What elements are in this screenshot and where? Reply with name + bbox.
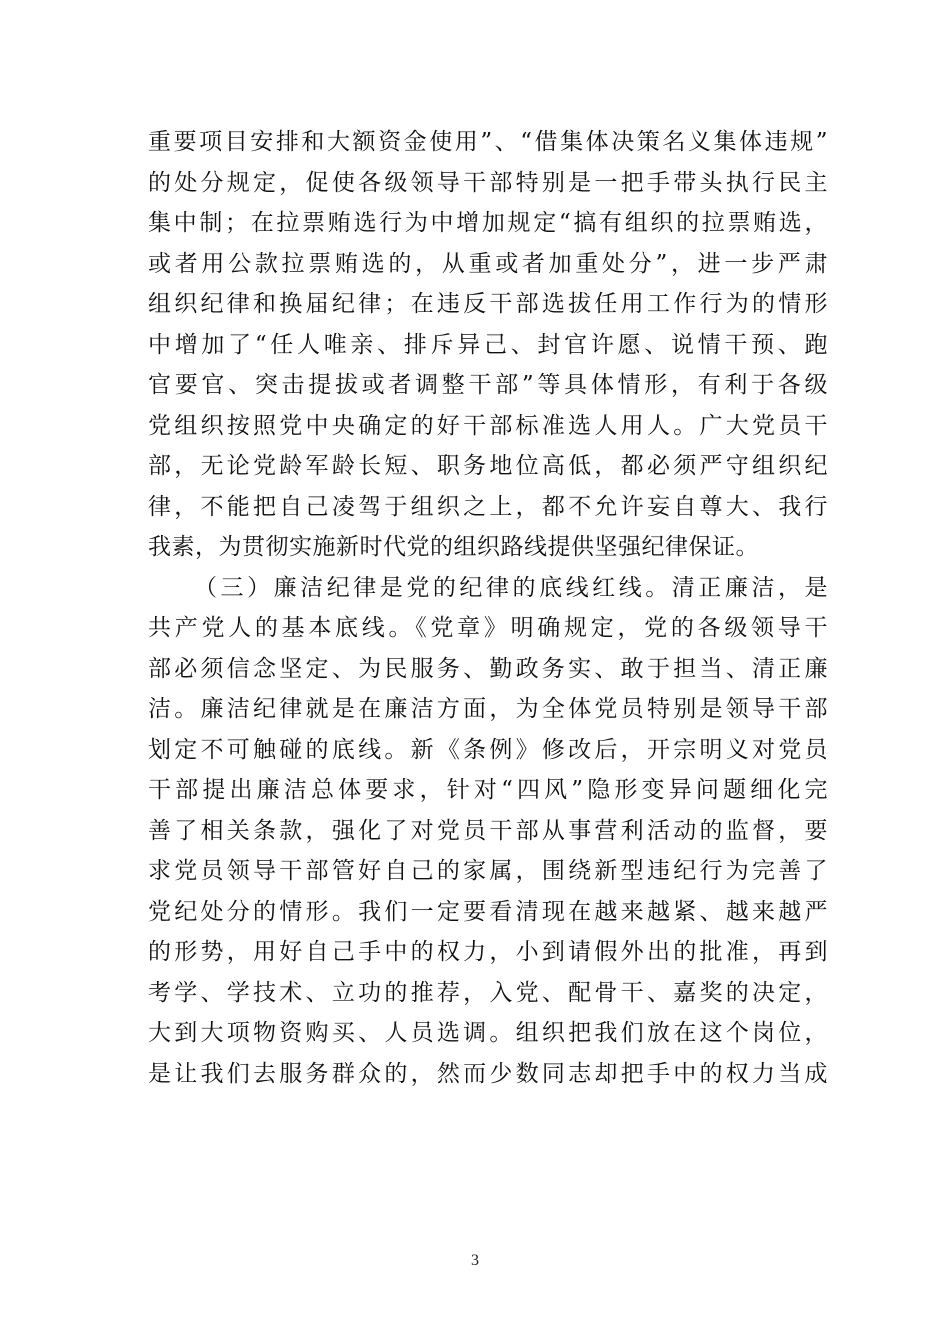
- text-line-15: 洁。廉洁纪律就是在廉洁方面，为全体党员特别是领导干部: [148, 696, 828, 722]
- text-line-2: 的处分规定，促使各级领导干部特别是一把手带头执行民主: [148, 169, 828, 196]
- text-line-6: 中增加了“任人唯亲、排斥异己、封官许愿、说情干预、跑: [148, 331, 828, 358]
- text-line-23: 大到大项物资购买、人员选调。组织把我们放在这个岗位，: [148, 1020, 828, 1046]
- text-line-21: 的形势，用好自己手中的权力，小到请假外出的批准，再到: [148, 939, 828, 965]
- text-line-4: 或者用公款拉票贿选的，从重或者加重处分”，进一步严肃: [148, 250, 828, 277]
- text-line-19: 求党员领导干部管好自己的家属，围绕新型违纪行为完善了: [148, 858, 828, 884]
- page-number: 3: [471, 1252, 479, 1269]
- body-text: [148, 122, 828, 1094]
- text-line-1: 重要项目安排和大额资金使用”、“借集体决策名义集体违规”: [148, 129, 828, 155]
- text-line-3: 集中制；在拉票贿选行为中增加规定“搞有组织的拉票贿选，: [148, 210, 828, 236]
- text-line-17: 干部提出廉洁总体要求，针对“四风”隐形变异问题细化完: [148, 777, 828, 803]
- text-line-22: 考学、学技术、立功的推荐，入党、配骨干、嘉奖的决定，: [148, 979, 828, 1006]
- text-line-16: 划定不可触碰的底线。新《条例》修改后，开宗明义对党员: [148, 736, 828, 763]
- text-line-13: 共产党人的基本底线。《党章》明确规定，党的各级领导干: [148, 615, 828, 641]
- text-line-24: 是让我们去服务群众的，然而少数同志却把手中的权力当成: [148, 1060, 828, 1087]
- text-line-8: 党组织按照党中央确定的好干部标准选人用人。广大党员干: [148, 412, 828, 439]
- text-line-7: 官要官、突击提拔或者调整干部”等具体情形，有利于各级: [148, 372, 828, 398]
- text-line-5: 组织纪律和换届纪律；在违反干部选拔任用工作行为的情形: [148, 291, 828, 317]
- text-line-11: 我素，为贯彻实施新时代党的组织路线提供坚强纪律保证。: [148, 534, 759, 560]
- text-line-10: 律，不能把自己凌驾于组织之上，都不允许妄自尊大、我行: [148, 493, 828, 520]
- text-line-9: 部，无论党龄军龄长短、职务地位高低，都必须严守组织纪: [148, 453, 828, 479]
- section-heading-line: （三）廉洁纪律是党的纪律的底线红线。清正廉洁，是: [194, 574, 828, 601]
- text-line-18: 善了相关条款，强化了对党员干部从事营利活动的监督，要: [148, 817, 828, 844]
- text-line-20: 党纪处分的情形。我们一定要看清现在越来越紧、越来越严: [148, 898, 828, 925]
- text-line-14: 部必须信念坚定、为民服务、勤政务实、敢于担当、清正廉: [148, 655, 828, 682]
